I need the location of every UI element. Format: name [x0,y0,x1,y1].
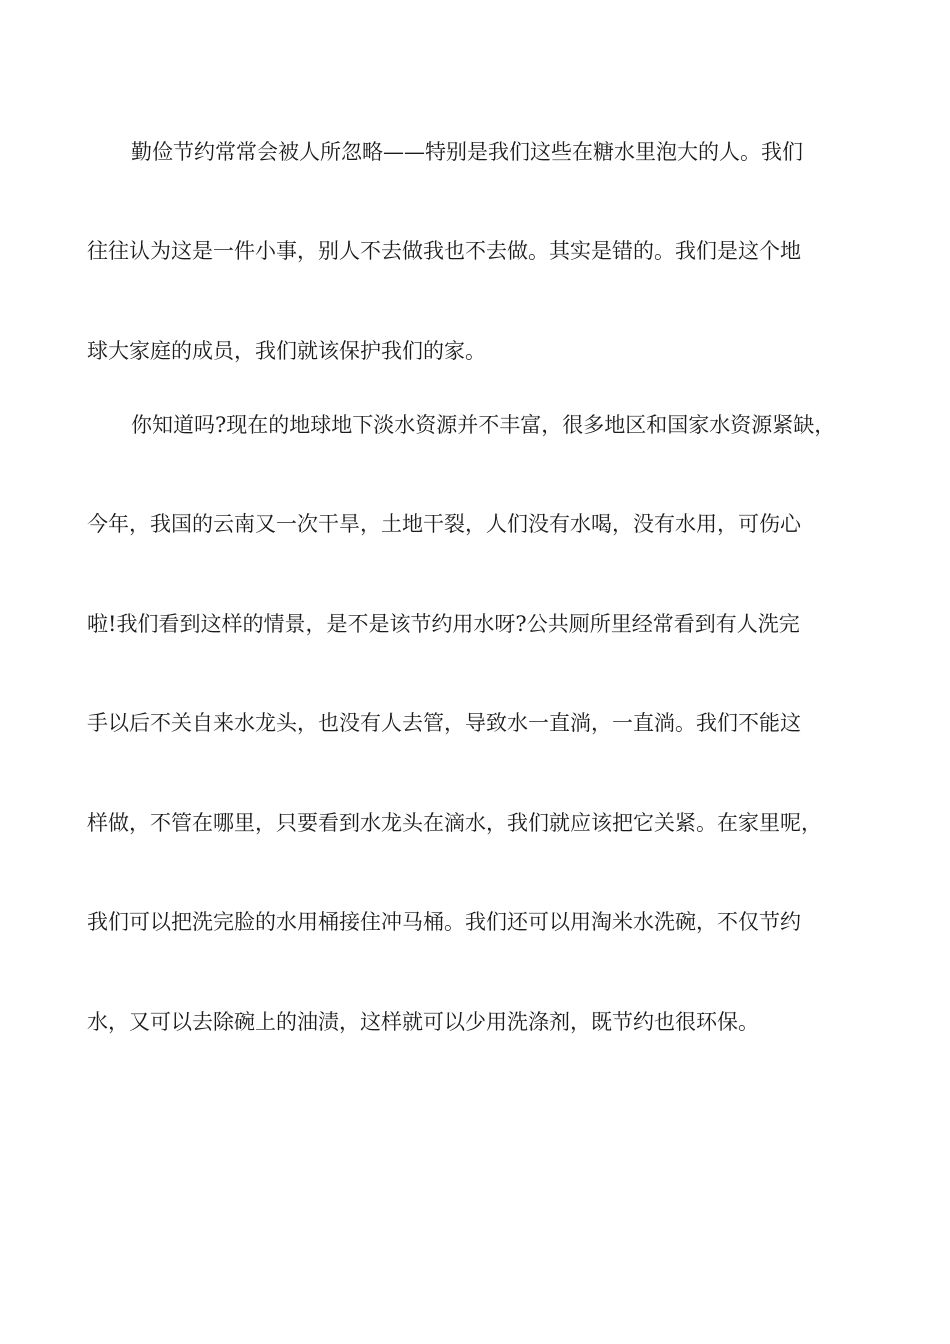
paragraph-1-line-2: 往往认为这是一件小事，别人不去做我也不去做。其实是错的。我们是这个地 [87,239,801,263]
paragraph-2-line-2: 今年，我国的云南又一次干旱，土地干裂，人们没有水喝，没有水用，可伤心 [87,512,801,536]
paragraph-1-line-3: 球大家庭的成员，我们就该保护我们的家。 [87,339,486,363]
paragraph-2-line-1: 你知道吗?现在的地球地下淡水资源并不丰富，很多地区和国家水资源紧缺， [131,413,836,437]
paragraph-1-line-1: 勤俭节约常常会被人所忽略——特别是我们这些在糖水里泡大的人。我们 [131,140,803,164]
paragraph-2-line-3: 啦!我们看到这样的情景，是不是该节约用水呀?公共厕所里经常看到有人洗完 [87,612,800,636]
paragraph-2-line-4: 手以后不关自来水龙头，也没有人去管，导致水一直淌，一直淌。我们不能这 [87,711,801,735]
paragraph-2-line-5: 样做，不管在哪里，只要看到水龙头在滴水，我们就应该把它关紧。在家里呢， [87,811,822,835]
paragraph-2-line-7: 水，又可以去除碗上的油渍，这样就可以少用洗涤剂，既节约也很环保。 [87,1010,759,1034]
paragraph-2-line-6: 我们可以把洗完脸的水用桶接住冲马桶。我们还可以用淘米水洗碗，不仅节约 [87,910,801,934]
